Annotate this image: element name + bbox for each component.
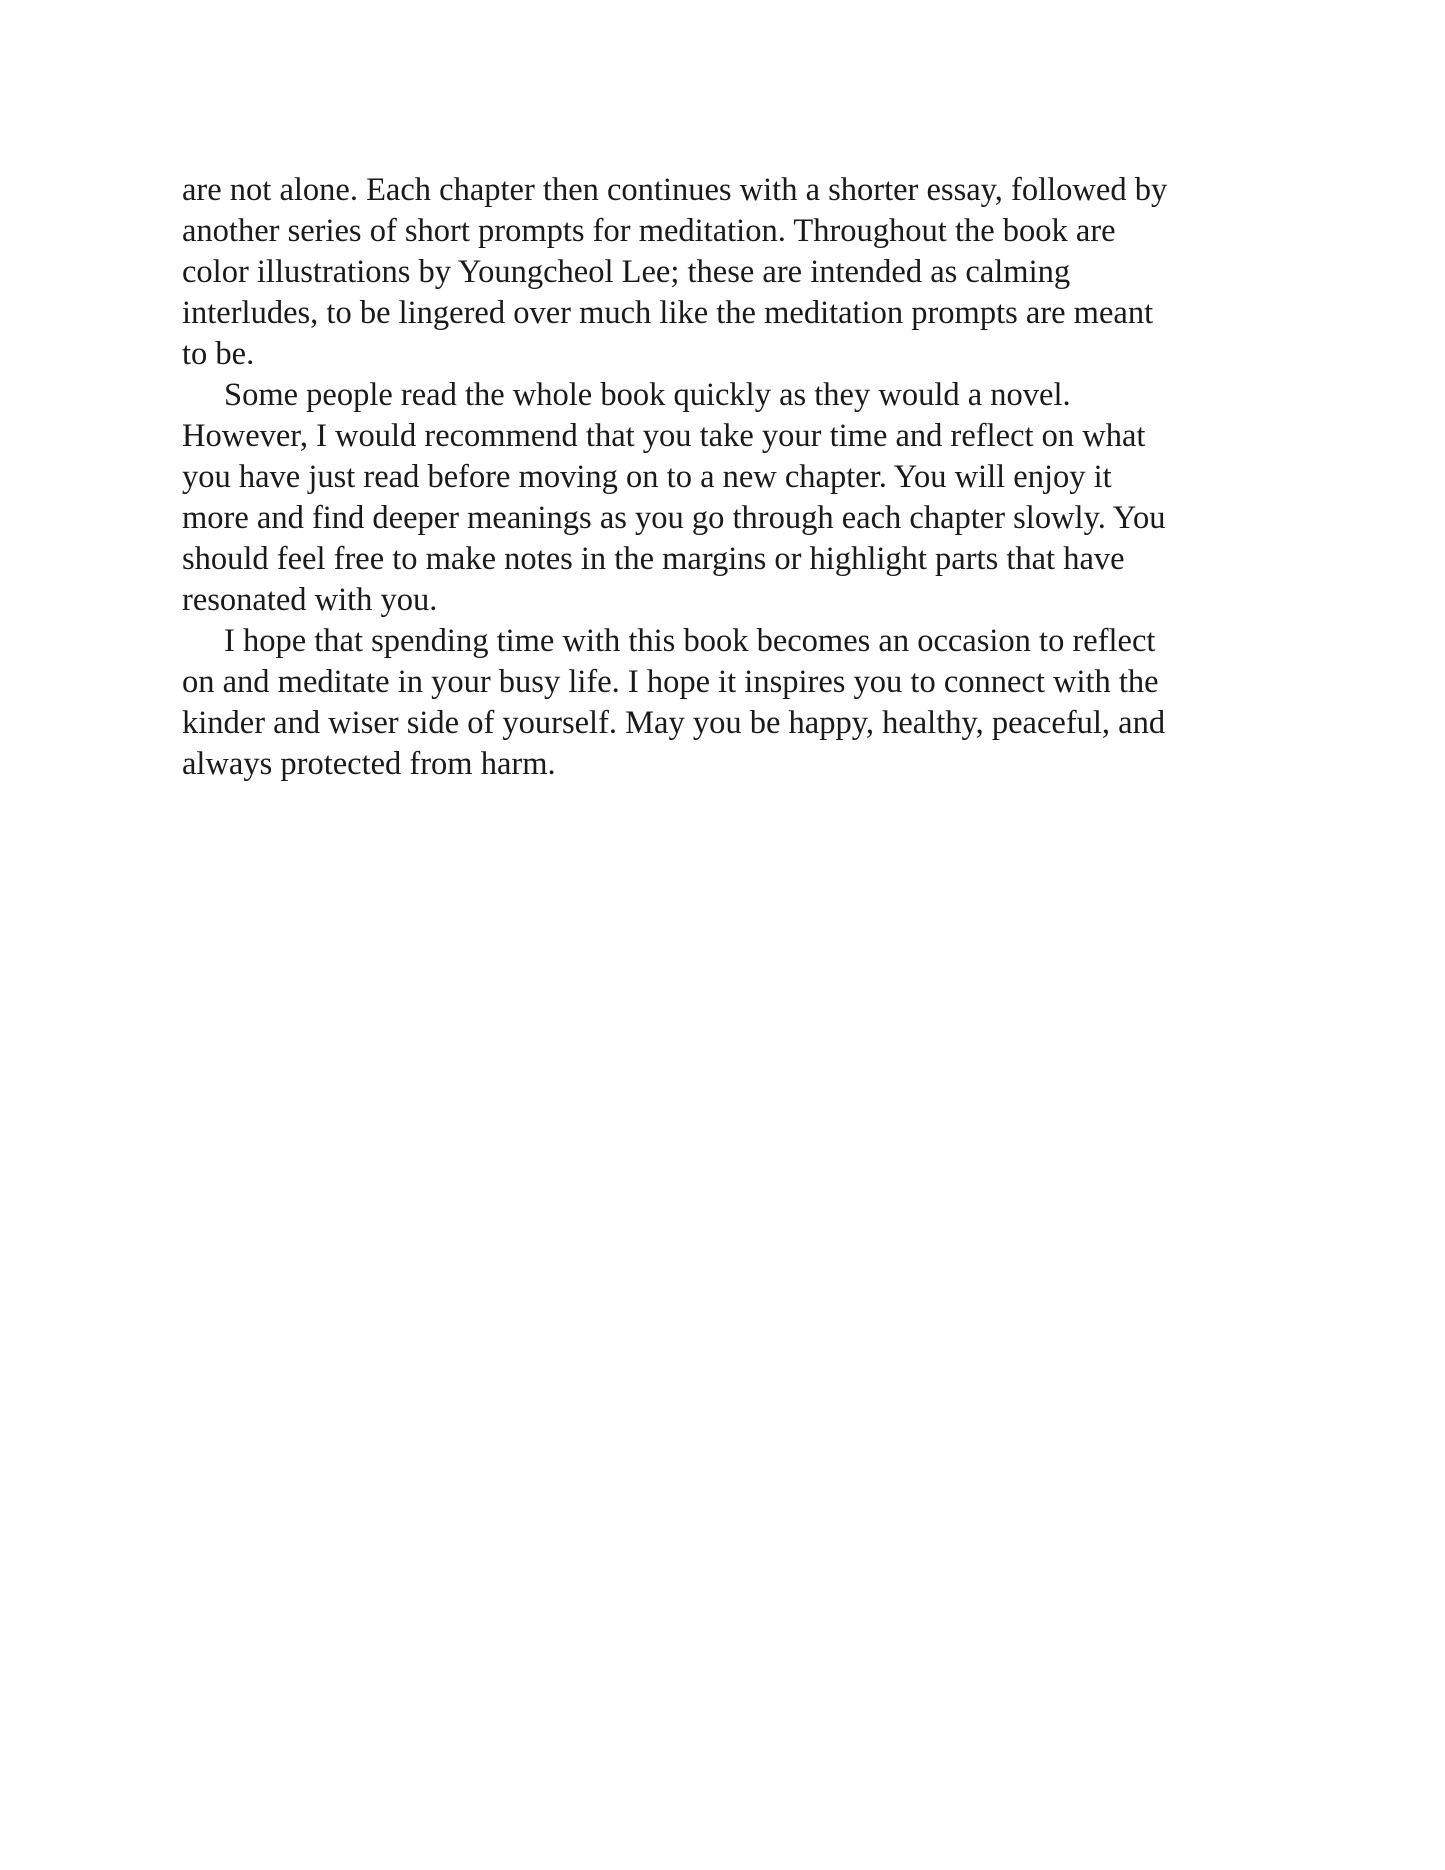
text-line: kinder and wiser side of yourself. May you be happy, healthy, peaceful, and (182, 705, 1166, 741)
text-line: more and find deeper meanings as you go through each chapter slowly. You (182, 500, 1166, 536)
text-line: another series of short prompts for meditation. Throughout the book are (182, 213, 1116, 249)
text-line: you have just read before moving on to a new chapter. You will enjoy it (182, 459, 1112, 495)
paragraph-3 (182, 621, 1272, 785)
paragraph-1 (182, 170, 1272, 375)
text-line: interludes, to be lingered over much like the meditation prompts are meant (182, 295, 1154, 331)
text-line: resonated with you. (182, 582, 438, 618)
text-line: on and meditate in your busy life. I hope it inspires you to connect with the (182, 664, 1159, 700)
text-line: always protected from harm. (182, 746, 556, 782)
text-line: color illustrations by Youngcheol Lee; these are intended as calming (182, 254, 1071, 290)
text-line: I hope that spending time with this book becomes an occasion to reflect (224, 623, 1156, 659)
text-line: are not alone. Each chapter then continues with a shorter essay, followed by (182, 172, 1168, 208)
text-line: to be. (182, 336, 255, 372)
text-line: However, I would recommend that you take your time and reflect on what (182, 418, 1146, 454)
paragraph-2 (182, 375, 1272, 621)
text-line: should feel free to make notes in the margins or highlight parts that have (182, 541, 1125, 577)
body-text (182, 170, 1272, 785)
text-line: Some people read the whole book quickly as they would a novel. (224, 377, 1071, 413)
